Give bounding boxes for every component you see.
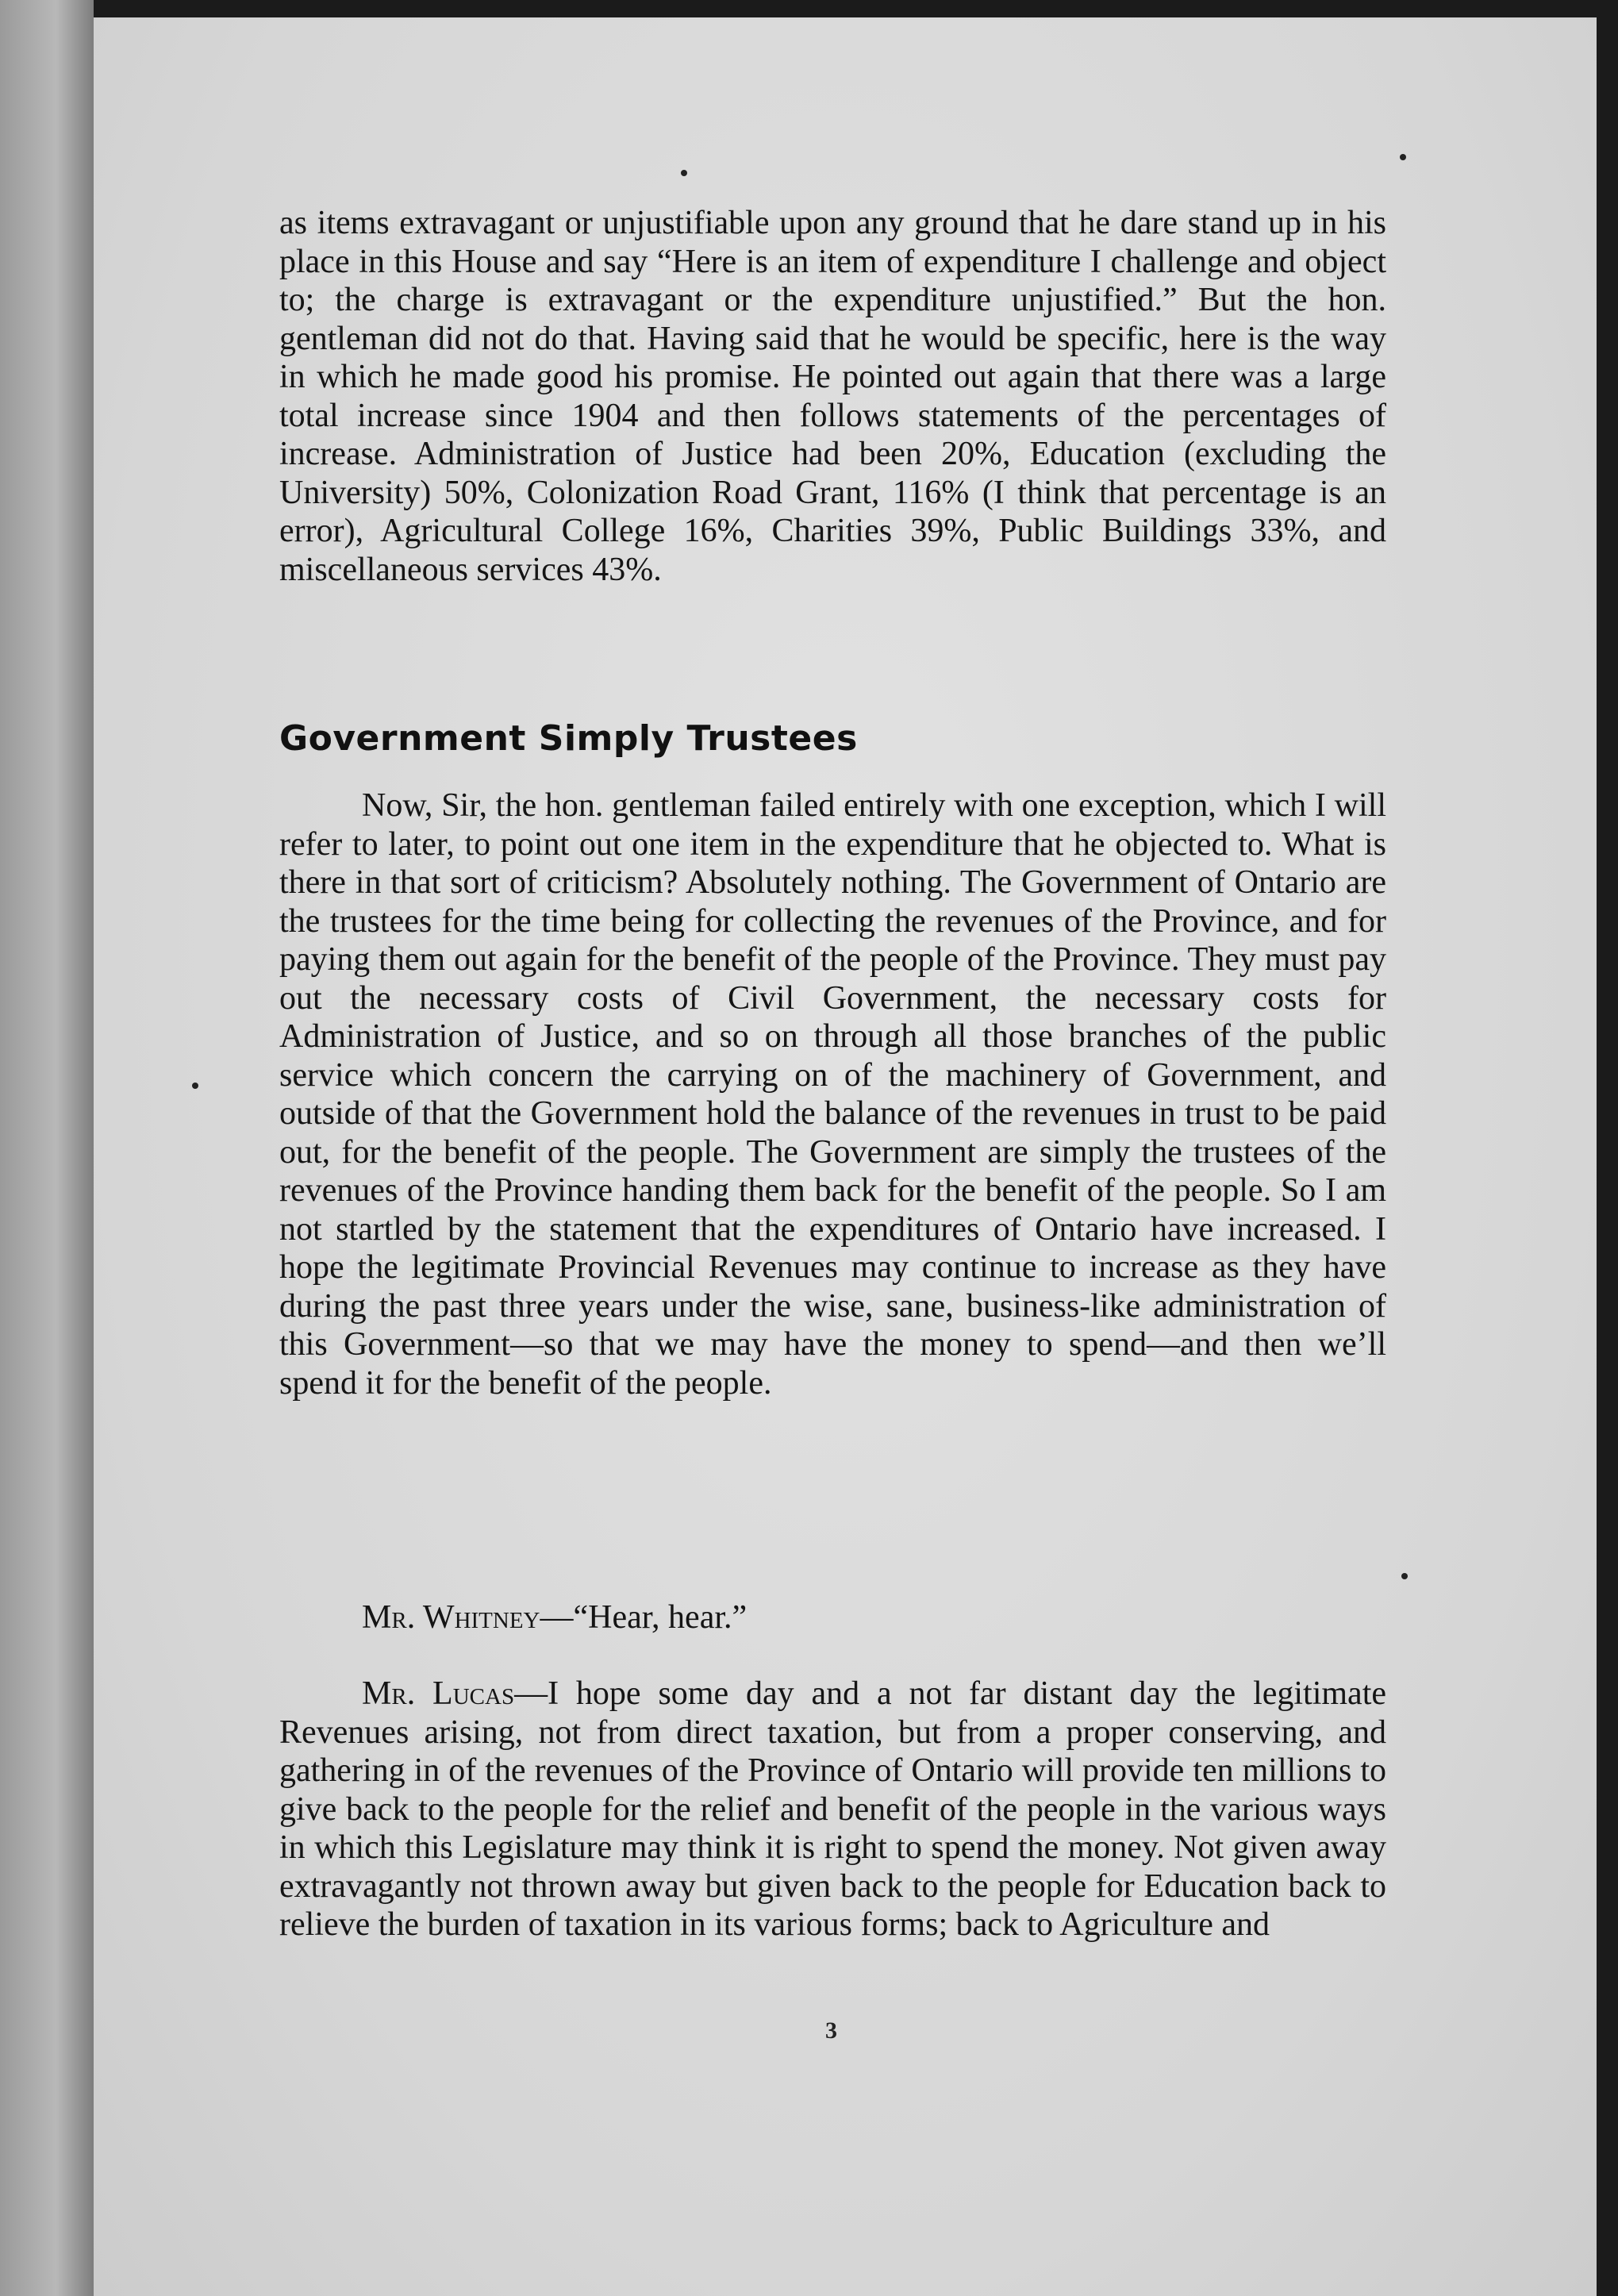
scan-speck (192, 1083, 198, 1089)
interjection-block (279, 1598, 1386, 1637)
scan-speck (1400, 154, 1406, 160)
interjection-text: —“Hear, hear.” (540, 1599, 748, 1636)
scan-speck (681, 170, 687, 176)
section-paragraph: Now, Sir, the hon. gentleman failed entirely with one exception, which I will refer to later, to point out one item in the expenditure that he objected to. What is there in that sort of criticism? Absolutely nothing. The Government of Ontario are the trustees for the time being for collecting the revenues of the Province, and for paying them out again for the benefit of the people of the Province. They must pay out the necessary costs of Civil Government, the necessary costs for Administration of Justice, and so on through all those branches of the public service which concern the carrying on of the machinery of Government, and outside of that the Government hold the balance of the revenues in trust to be paid out, for the benefit of the people. The Government are simply the trustees of the revenues of the Province handing them back for the benefit of the people. So I am not startled by the statement that the expenditures of Ontario have increased. I hope the legitimate Provincial Revenues may continue to increase as they have during the past three years under the wise, sane, business-like administration of this Government—so that we may have the money to spend—and then we’ll spend it for the benefit of the people. (279, 787, 1386, 1402)
reply-block (279, 1675, 1386, 1944)
section-text-block (279, 786, 1386, 1402)
scan-speck (1401, 1573, 1408, 1579)
opening-paragraph: as items extravagant or unjustifiable upon any ground that he dare stand up in his place in this House and say “Here is an item of expenditure I challenge and object to; the charge is extravagant or the expenditure unjustified.” But the hon. gentleman did not do that. Having said that he would be specific, here is the way in which he made good his promise. He pointed out again that there was a large total increase since 1904 and then follows statements of the percentages of increase. Administration of Justice had been 20%, Education (excluding the University) 50%, Colonization Road Grant, 116% (I think that percentage is an error), Agricultural College 16%, Charities 39%, Public Buildings 33%, and miscellaneous services 43%. (279, 205, 1386, 588)
opening-text-block (279, 204, 1386, 589)
interjection-paragraph (279, 1598, 1386, 1637)
reply-text: —I hope some day and a not far distant day the legitimate Revenues arising, not from direct taxation, but from a proper conserving, and gathering in of the revenues of the Province of Ontario will provide ten millions to give back to the people for the relief and benefit of the people in the various ways in which this Legislature may think it is right to spend the money. Not given away extravagantly not thrown away but given back to the people for Education back to relieve the burden of taxation in its various forms; back to Agriculture and (279, 1675, 1387, 1943)
scan-gutter (0, 0, 94, 2296)
page-number: 3 (825, 2017, 837, 2044)
reply-speaker: Mr. Lucas (362, 1675, 515, 1712)
interjection-speaker: Mr. Whitney (362, 1599, 540, 1636)
section-heading: Government Simply Trustees (279, 718, 858, 759)
reply-paragraph (279, 1675, 1386, 1944)
